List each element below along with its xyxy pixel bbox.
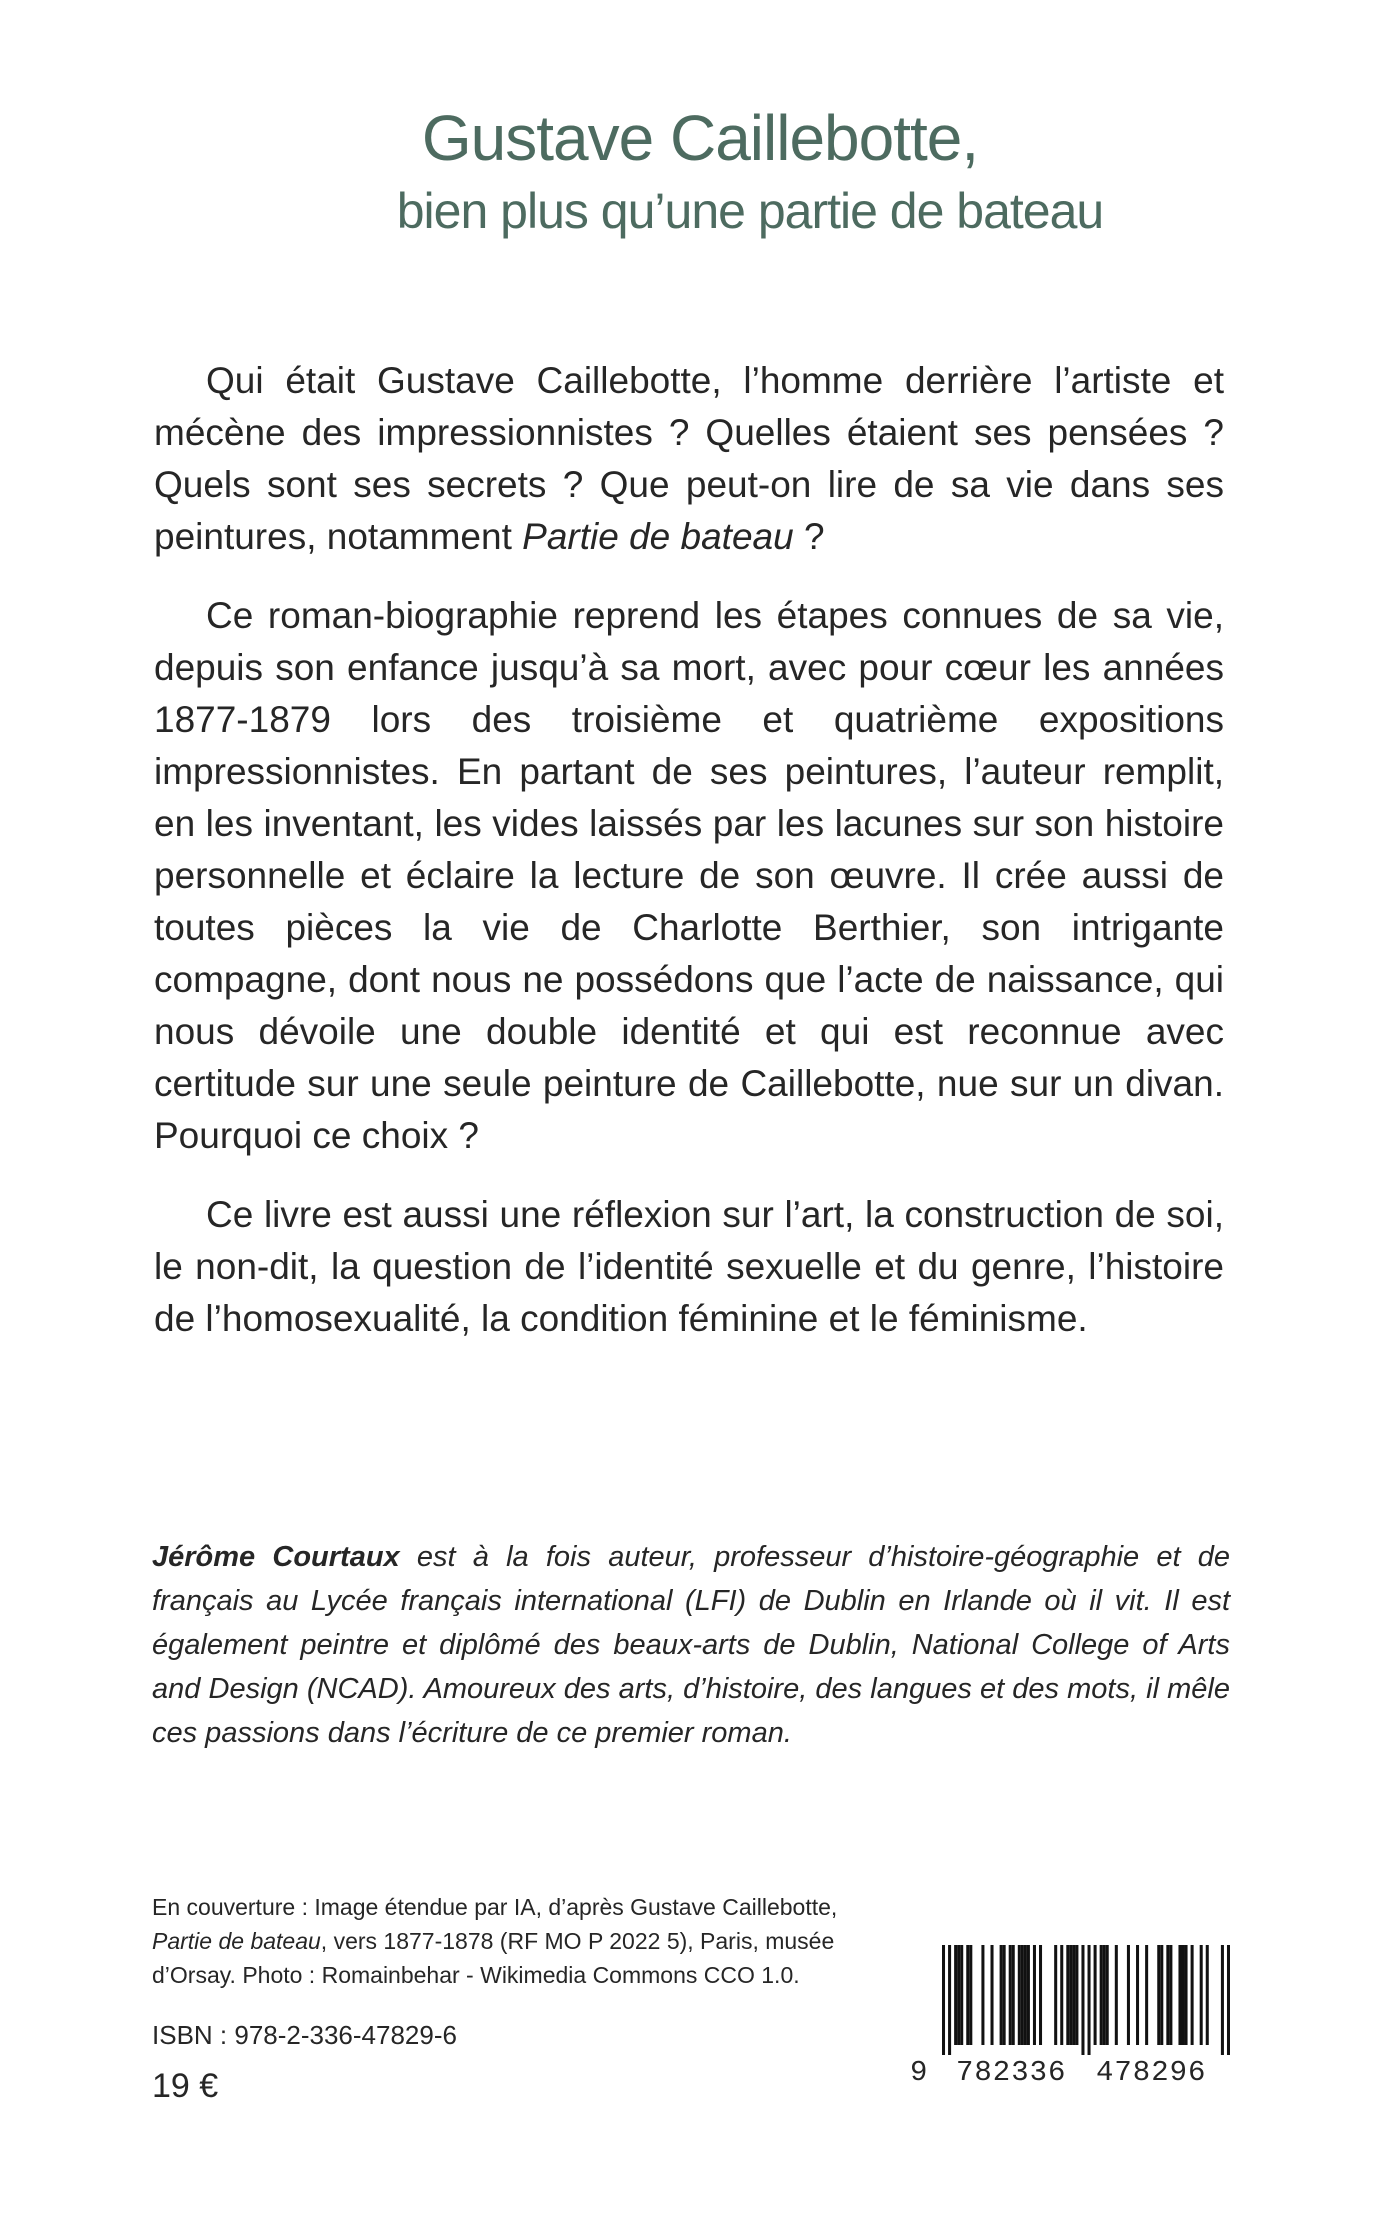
cover-credit-painting-title: Partie de bateau <box>152 1928 321 1954</box>
barcode-right-digits: 478296 <box>1096 2056 1207 2089</box>
barcode-bar <box>948 1945 951 2055</box>
barcode-bar <box>1060 1945 1063 2045</box>
book-title <box>0 100 1400 242</box>
barcode-bar <box>1018 1945 1021 2045</box>
barcode-bar <box>991 1945 994 2045</box>
barcode-bar <box>1145 1945 1148 2045</box>
cover-credit-line-3: d’Orsay. Photo : Romainbehar - Wikimedia Commons CCO 1.0. <box>152 1962 800 1988</box>
cover-credit <box>152 1890 872 1992</box>
price: 19 € <box>152 2067 219 2105</box>
barcode-bar <box>1136 1945 1139 2045</box>
author-bio-text: est à la fois auteur, professeur d’histoire-géographie et de français au Lycée français international (LFI) de Dublin en Irlande où il vit. Il est également peintre et diplômé des beaux-arts de Dublin, National College of Arts and Design (NCAD). Amoureux des arts, d’histoire, des langues et des mots, il mêle ces passions dans l’écriture de ce premier roman. <box>152 1541 1231 1749</box>
barcode-bar <box>1033 1945 1036 2045</box>
barcode-bar <box>960 1945 963 2045</box>
summary-paragraph-2: Ce roman-biographie reprend les étapes connues de sa vie, depuis son enfance jusqu’à sa mort, avec pour cœur les années 1877-1879 lors des troisième et quatrième expositions impressionnistes. En partant de ses peintures, l’auteur remplit, en les inventant, les vides laissés par les lacunes sur son histoire personnelle et éclaire la lecture de son œuvre. Il crée aussi de toutes pièces la vie de Charlotte Berthier, son intrigante compagne, dont nous ne possédons que l’acte de naissance, qui nous dévoile une double identité et qui est reconnue avec certitude sur une seule peinture de Caillebotte, nue sur un divan. Pourquoi ce choix ? <box>154 595 1224 1156</box>
barcode-bar <box>942 1945 945 2055</box>
barcode-bar <box>1012 1945 1015 2045</box>
barcode <box>910 1945 1230 2095</box>
barcode-bar <box>1181 1945 1184 2045</box>
summary-p1-italic-title: Partie de bateau <box>522 516 794 557</box>
barcode-bar <box>1066 1945 1069 2045</box>
barcode-bar <box>1072 1945 1075 2045</box>
barcode-bar <box>1054 1945 1057 2045</box>
barcode-bar <box>1075 1945 1078 2045</box>
barcode-bar <box>1200 1945 1203 2045</box>
barcode-bar <box>1160 1945 1163 2045</box>
barcode-bar <box>1039 1945 1042 2045</box>
barcode-left-digits: 782336 <box>956 2056 1067 2089</box>
isbn: ISBN : 978-2-336-47829-6 <box>152 2020 457 2050</box>
barcode-bar <box>1191 1945 1194 2045</box>
summary-p1-text: Qui était Gustave Caillebotte, l’homme derrière l’artiste et mécène des impressionnistes ? Quelles étaient ses pensées ? Quels sont ses secrets ? Que peut-on lire de sa vie dans ses peintures, notamment <box>154 360 1224 557</box>
barcode-bar <box>966 1945 969 2045</box>
barcode-bar <box>1094 1945 1097 2045</box>
title-line-1: Gustave Caillebotte, <box>421 102 979 174</box>
barcode-bar <box>1021 1945 1024 2045</box>
barcode-first-digit: 9 <box>910 2056 929 2089</box>
barcode-bar <box>1024 1945 1027 2045</box>
barcode-bar <box>1027 1945 1030 2045</box>
barcode-bar <box>1227 1945 1230 2055</box>
barcode-bar <box>1115 1945 1118 2045</box>
barcode-digits <box>910 2053 1230 2093</box>
summary-text <box>154 355 1224 1372</box>
barcode-bar <box>1088 1945 1091 2055</box>
author-bio <box>152 1535 1230 1755</box>
summary-paragraph-1 <box>154 355 1224 563</box>
summary-paragraph-3: Ce livre est aussi une réflexion sur l’art, la construction de soi, le non-dit, la question de l’identité sexuelle et du genre, l’histoire de l’homosexualité, la condition féminine et le féminisme. <box>154 1194 1224 1339</box>
barcode-bar <box>969 1945 972 2045</box>
cover-credit-line-1: En couverture : Image étendue par IA, d’après Gustave Caillebotte, <box>152 1894 838 1920</box>
barcode-bar <box>1000 1945 1003 2045</box>
author-name: Jérôme Courtaux <box>152 1541 400 1573</box>
barcode-bar <box>1106 1945 1109 2045</box>
barcode-bar <box>1100 1945 1103 2045</box>
cover-credit-line-2: , vers 1877-1878 (RF MO P 2022 5), Paris, musée <box>320 1928 835 1954</box>
barcode-bar <box>1127 1945 1130 2045</box>
barcode-bar <box>1221 1945 1224 2055</box>
barcode-bar <box>1157 1945 1160 2045</box>
barcode-bar <box>1009 1945 1012 2045</box>
barcode-bar <box>1169 1945 1172 2045</box>
summary-p1-end: ? <box>793 516 825 557</box>
barcode-bar <box>1178 1945 1181 2045</box>
barcode-bar <box>954 1945 957 2045</box>
barcode-bar <box>1166 1945 1169 2045</box>
barcode-bar <box>1003 1945 1006 2045</box>
barcode-bar <box>981 1945 984 2045</box>
barcode-bar <box>1206 1945 1209 2045</box>
barcode-bars <box>942 1945 1230 2055</box>
barcode-bar <box>957 1945 960 2045</box>
barcode-bar <box>1069 1945 1072 2045</box>
barcode-bar <box>1081 1945 1084 2055</box>
barcode-bar <box>1185 1945 1188 2045</box>
title-line-2: bien plus qu’une partie de bateau <box>396 183 1104 239</box>
barcode-bar <box>1103 1945 1106 2045</box>
